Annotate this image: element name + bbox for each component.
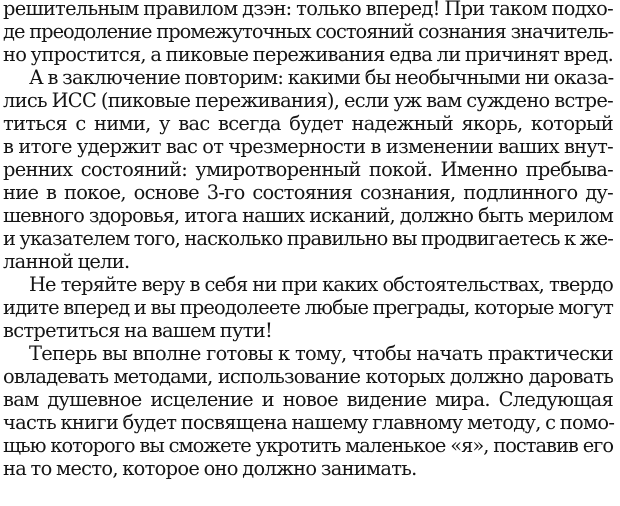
text-line-18: вам душевное исцеление и новое видение мира. Следующая bbox=[3, 388, 613, 411]
text-line-19: часть книги будет посвящена нашему главному методу, с помо- bbox=[3, 411, 615, 434]
text-line-7: в итоге удержит вас от чрезмерности в изменении ваших внут- bbox=[3, 135, 613, 158]
text-line-3: но упростится, а пиковые переживания едва ли причинят вред. bbox=[3, 43, 614, 66]
text-line-20: щью которого вы сможете укротить маленькое «я», поставив его bbox=[3, 434, 613, 457]
text-line-14: идите вперед и вы преодолеете любые преграды, которые могут bbox=[3, 296, 613, 319]
text-line-6: титься с ними, у вас всегда будет надежный якорь, который bbox=[3, 112, 613, 135]
text-line-13: Не теряйте веру в себя ни при каких обстоятельствах, твердо bbox=[29, 273, 613, 296]
text-line-10: шевного здоровья, итога наших исканий, должно быть мерилом bbox=[3, 204, 613, 227]
text-line-1: решительным правилом дзэн: только вперед! При таком подхо- bbox=[3, 0, 613, 20]
text-line-8: ренних состояний: умиротворенный покой. Именно пребыва- bbox=[3, 158, 613, 181]
text-line-11: и указателем того, насколько правильно вы продвигаетесь к же- bbox=[3, 227, 613, 250]
text-line-2: де преодоление промежуточных состояний сознания значитель- bbox=[3, 20, 613, 43]
text-line-15: встретиться на вашем пути! bbox=[3, 319, 273, 342]
text-line-16: Теперь вы вполне готовы к тому, чтобы начать практически bbox=[29, 342, 613, 365]
text-line-21: на то место, которое оно должно занимать. bbox=[3, 457, 417, 480]
text-line-12: ланной цели. bbox=[3, 250, 130, 273]
text-line-9: ние в покое, основе 3-го состояния сознания, подлинного ду- bbox=[3, 181, 613, 204]
text-line-17: овладевать методами, использование которых должно даровать bbox=[3, 365, 613, 388]
text-line-4: А в заключение повторим: какими бы необычными ни оказа- bbox=[29, 66, 614, 89]
text-line-5: лись ИСС (пиковые переживания), если уж вам суждено встре- bbox=[3, 89, 613, 112]
